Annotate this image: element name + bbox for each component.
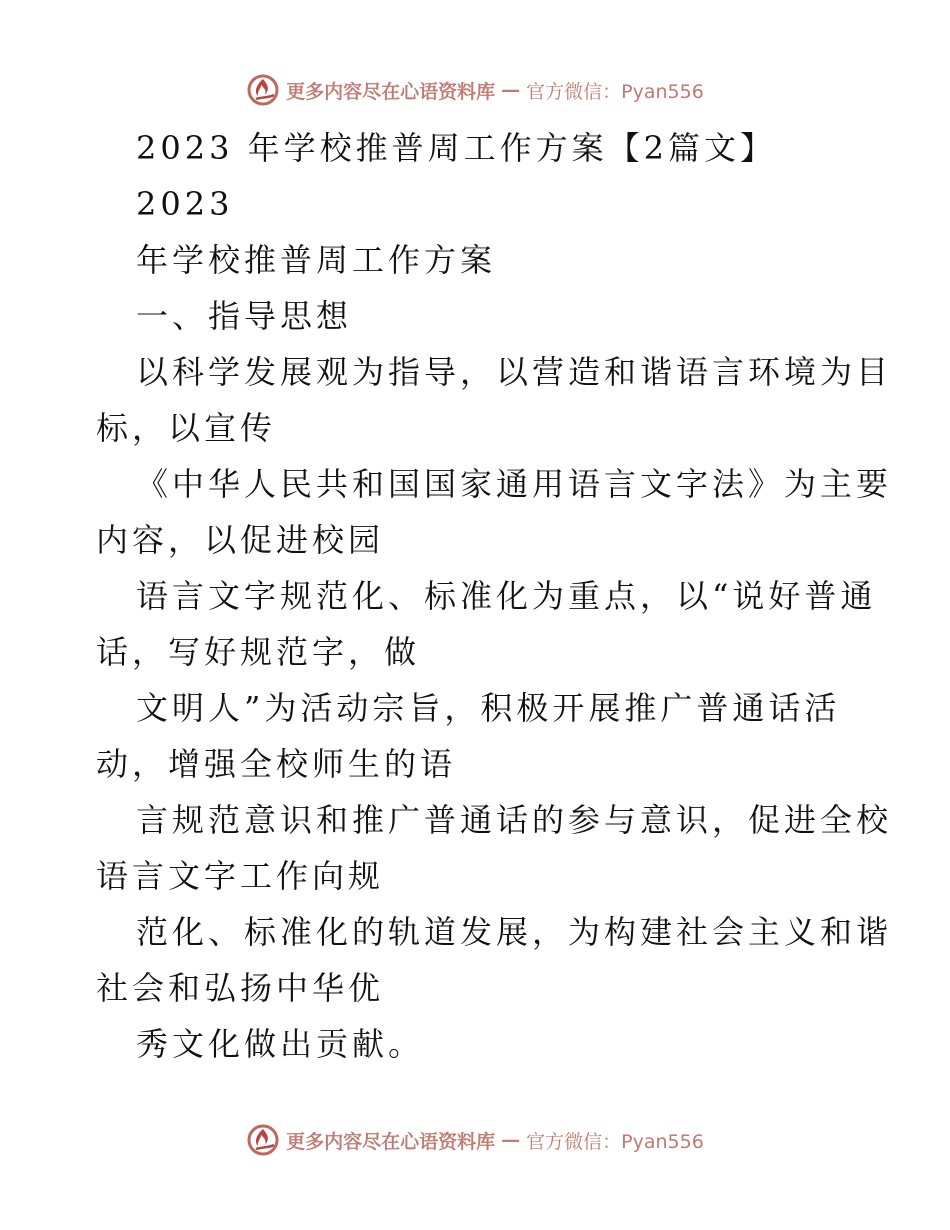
watermark-wechat: 官方微信：Pyan556	[526, 80, 704, 103]
paragraph-line: 2023 年学校推普周工作方案【2篇文】	[136, 129, 776, 167]
paragraph-line: 内容，以促进校园	[96, 521, 385, 559]
watermark-dash: —	[501, 1129, 521, 1151]
flame-circle-icon	[246, 73, 280, 107]
paragraph-line: 范化、标准化的轨道发展，为构建社会主义和谐	[136, 913, 893, 951]
paragraph-line: 秀文化做出贡献。	[136, 1025, 425, 1063]
watermark-text: 更多内容尽在心语资料库	[286, 80, 496, 103]
header-watermark	[0, 70, 950, 110]
flame-circle-icon	[246, 1123, 280, 1157]
paragraph-line: 社会和弘扬中华优	[96, 969, 385, 1007]
paragraph-line: 言规范意识和推广普通话的参与意识，促进全校	[136, 801, 893, 839]
document-body	[96, 120, 893, 1072]
paragraph-line: 话，写好规范字，做	[96, 633, 421, 671]
paragraph-line: 2023	[136, 185, 234, 223]
paragraph-line: 《中华人民共和国国家通用语言文字法》为主要	[136, 465, 893, 503]
watermark-text: 更多内容尽在心语资料库	[286, 1130, 496, 1153]
paragraph-line: 语言文字工作向规	[96, 857, 385, 895]
watermark-wechat: 官方微信：Pyan556	[526, 1130, 704, 1153]
watermark-dash: —	[501, 79, 521, 101]
footer-watermark	[0, 1120, 950, 1160]
paragraph-line: 一、指导思想	[136, 297, 353, 335]
paragraph-line: 以科学发展观为指导，以营造和谐语言环境为目	[136, 353, 893, 391]
paragraph-line: 语言文字规范化、标准化为重点，以“说好普通	[136, 577, 877, 615]
paragraph-line: 动，增强全校师生的语	[96, 745, 457, 783]
paragraph-line: 年学校推普周工作方案	[136, 241, 497, 279]
paragraph-line: 标，以宣传	[96, 409, 277, 447]
paragraph-line: 文明人”为活动宗旨，积极开展推广普通话活	[136, 689, 841, 727]
